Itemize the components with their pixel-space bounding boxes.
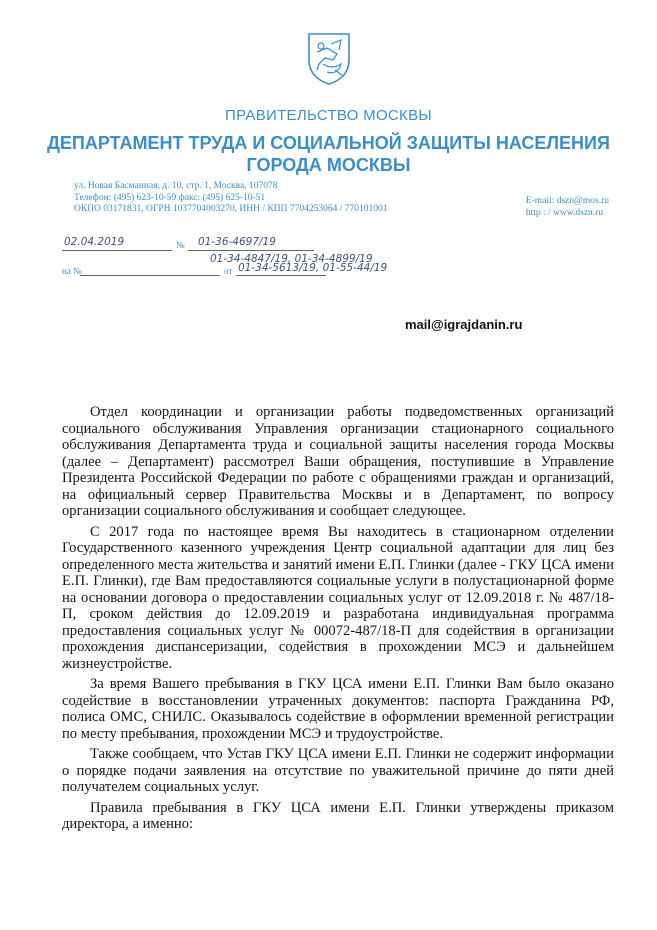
registration-number: 01-36-4697/19	[198, 236, 276, 248]
address-line: ул. Новая Басманная, д. 10, стр. 1, Москва, 107078	[74, 181, 278, 191]
department-contacts	[526, 196, 609, 219]
date-underline	[62, 250, 172, 251]
email-line: E-mail: dszn@mos.ru	[525, 196, 609, 206]
body-paragraph: Также сообщаем, что Устав ГКУ ЦСА имени Е.П. Глинки не содержит информации о порядке подачи заявления на отсутствие по уважительной причине до пяти дней получателем социальных услуг.	[62, 746, 614, 795]
number-underline	[188, 250, 314, 251]
moscow-coat-of-arms-icon	[305, 30, 353, 86]
body-paragraph: Правила пребывания в ГКУ ЦСА имени Е.П. Глинки утверждены приказом директора, а именно:	[62, 799, 614, 832]
body-paragraph: Отдел координации и организации работы подведомственных организаций социального обслуживания Управления организации стационарного социального обслуживания Департамента труда и социальной защиты населения города Москвы (далее – Департамент) рассмотрел Ваши обращения, поступившие в Управление Президента Российской Федерации по работе с обращениями граждан и организаций, на официальный сервер Правительства Москвы и в Департамент, по вопросу организации социального обслуживания и сообщает следующее.	[62, 404, 614, 519]
number-label: №	[176, 240, 185, 250]
department-address-block	[74, 181, 387, 216]
department-title	[40, 132, 617, 176]
reference-numbers: 01-34-5613/19, 01-55-44/19	[238, 262, 388, 274]
department-title-line2: ГОРОДА МОСКВЫ	[246, 155, 411, 175]
reference-underline	[80, 275, 220, 276]
registration-date: 02.04.2019	[64, 236, 125, 248]
codes-line: ОКПО 03171831, ОГРН 1037704003270, ИНН / КПП 7704253064 / 770101001	[74, 204, 388, 214]
reference-label: на №	[62, 266, 82, 276]
from-underline	[236, 275, 326, 276]
registration-number-continued: 01-34-4847/19, 01-34-4899/19	[210, 253, 373, 265]
website-line: http : / www.dszn.ru	[525, 207, 604, 218]
department-title-line1: ДЕПАРТАМЕНТ ТРУДА И СОЦИАЛЬНОЙ ЗАЩИТЫ НАСЕЛЕНИЯ	[47, 133, 610, 153]
phone-line: Телефон: (495) 623-10-59 факс: (495) 625-10-51	[74, 192, 266, 203]
from-label: от	[224, 266, 233, 276]
letter-body	[62, 404, 614, 837]
recipient-email: mail@igrajdanin.ru	[405, 317, 523, 332]
body-paragraph: За время Вашего пребывания в ГКУ ЦСА имени Е.П. Глинки Вам было оказано содействие в восстановлении утраченных документов: паспорта Гражданина РФ, полиса ОМС, СНИЛС. Оказывалось содействие в оформлении временной регистрации по месту пребывания, прохождении МСЭ и трудоустройстве.	[62, 676, 614, 742]
government-title: ПРАВИТЕЛЬСТВО МОСКВЫ	[225, 107, 432, 124]
body-paragraph: С 2017 года по настоящее время Вы находитесь в стационарном отделении Государственного казенного учреждения Центр социальной адаптации для лиц без определенного места жительства и занятий имени Е.П. Глинки (далее - ГКУ ЦСА имени Е.П. Глинки), где Вам предоставляются социальные услуги в полустационарной форме на основании договора о предоставлении социальных услуг от 12.09.2018 г. № 487/18-П, сроком действия до 12.09.2019 и разработана индивидуальная программа предоставления социальных услуг № 00072-487/18-П для содействия в организации прохождения диспансеризации, содействия в прохождении МСЭ и дальнейшем жизнеустройстве.	[62, 523, 614, 672]
